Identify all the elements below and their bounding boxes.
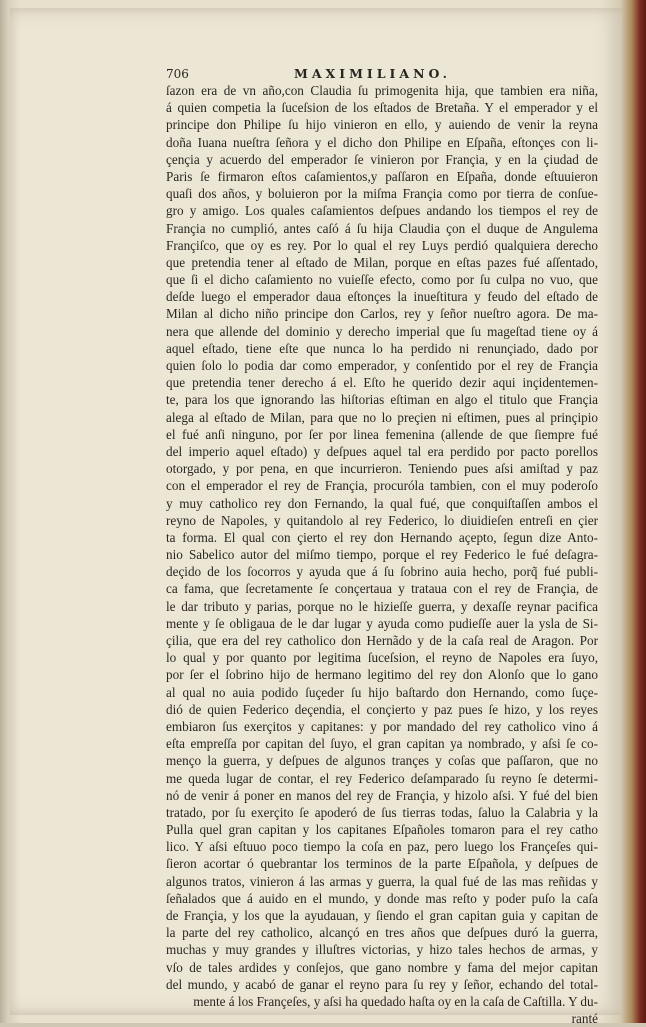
text-line: dió de quien Federico deçendia, el conçierto y paz pues ſe hizo, y los reyes — [166, 701, 598, 717]
text-line: nera que allende del dominio y derecho imperial que ſu mageſtad tiene oy á — [166, 323, 598, 339]
text-line: vſo de tales ardides y conſejos, que gano nombre y fama del mejor capitan — [166, 959, 598, 975]
text-line: embiaron ſus exerçitos y capitanes: y por mandado del rey catholico vino á — [166, 718, 598, 734]
text-line: alega al eſtado de Milan, para que no lo preçien ni eſtimen, pues al prinçipio — [166, 409, 598, 425]
text-line: del mundo, y acabó de ganar el reyno para ſu rey y ſeñor, echando del total- — [166, 976, 598, 992]
text-line: me queda lugar de contar, el rey Federico deſamparado ſu reyno ſe determi- — [166, 770, 598, 786]
text-line: eſta empreſſa por capitan del ſuyo, el gran capitan ya nombrado, y aſsi ſe co- — [166, 736, 598, 752]
text-line: aquel eſtado, tiene eſte que nunca lo ha perdido ni renunçiado, dado por — [166, 340, 598, 356]
text-line: mente y ſe obligaua de le dar lugar y ayuda como pudieſſe auer la ysla de Si- — [166, 615, 598, 631]
text-line: ſazon era de vn año,con Claudia ſu primogenita hija, que tambien era niña, — [166, 83, 598, 98]
page-header — [166, 66, 598, 82]
running-head: MAXIMILIANO. — [294, 66, 452, 81]
text-line: con el emperador el rey de Françia, procuróla tambien, con el muy poderoſo — [166, 478, 598, 494]
text-line: Pulla quel gran capitan y los capitanes Eſpañoles tomaron para el rey catho — [166, 822, 598, 838]
text-line: ſeñalados que á auido en el mundo, y donde mas reſto y poder puſo la caſa — [166, 890, 598, 906]
text-block — [166, 66, 598, 1027]
text-line: que ſi el dicho caſamiento no vuieſſe efecto, como por ſu culpa no vuo, que — [166, 272, 598, 288]
text-line: reyno de Napoles, y quitandolo al rey Federico, lo diuidieſen entreſi en çier — [166, 512, 598, 528]
text-line: algunos tratos, vinieron á las armas y guerra, la qual fué de las mas reñidas y — [166, 873, 598, 889]
text-line: lo qual y por quanto por legitima ſuceſsion, el reyno de Napoles era ſuyo, — [166, 650, 598, 666]
text-line: menço la guerra, y deſpues de algunos trançes y coſas que paſſaron, que no — [166, 753, 598, 769]
text-line: Paris ſe firmaron eſtos caſamientos,y paſſaron en Eſpaña, donde eſtuuieron — [166, 168, 598, 184]
text-line: ca fama, que ſecretamente ſe conçertaua y trataua con el rey de Françia, de — [166, 581, 598, 597]
text-line: al qual no auia podido ſuçeder ſu hijo baſtardo don Hernando, como ſuçe- — [166, 684, 598, 700]
text-line: çençia y acuerdo del emperador ſe vinieron por Françia, y en la çiudad de — [166, 151, 598, 167]
text-line: lico. Y aſsi eſtuuo poco tiempo la coſa en paz, pero luego los Françeſes qui- — [166, 839, 598, 855]
text-line: á quien competia la ſuceſsion de los eſtados de Bretaña. Y el emperador y el — [166, 100, 598, 116]
text-line: Françia no cumplió, antes caſó á ſu hija Claudia çon el duque de Angulema — [166, 220, 598, 236]
text-line: la parte del rey catholico, alcançó en tres años que deſpues duró la guerra, — [166, 925, 598, 941]
text-line: de Françia, y los que la ayudauan, y ſiendo el gran capitan guia y capitan de — [166, 908, 598, 923]
text-line: te, para los que ignorando las hiſtorias eſtiman en algo el titulo que Françia — [166, 392, 598, 408]
page-number: 706 — [166, 67, 189, 81]
text-line: ſieron acortar ó quebrantar los terminos de la parte Eſpañola, y deſpues de — [166, 856, 598, 872]
text-line: por ſer el ſobrino hijo de hermano legitimo del rey don Alonſo que lo gano — [166, 667, 598, 683]
text-line: tratado, por ſu exerçito ſe apoderó de ſus tierras todas, ſaluo la Calabria y la — [166, 804, 598, 820]
text-line: deçido de los ſocorros y ayuda que á ſu ſobrino auia hecho, porq̃ fué publi- — [166, 564, 598, 580]
text-line: otorgado, y por pena, en que incurrieron. Teniendo pues aſsi amiſtad y paz — [166, 461, 598, 477]
text-line: del imperio aquel eſtado) y deſpues aquel tal era perdido por pacto porellos — [166, 443, 598, 459]
text-line: muchas y muy grandes y illuſtres victorias, y hizo tales hechos de armas, y — [166, 942, 598, 958]
text-line: nio Sabelico autor del miſmo tiempo, porque el rey Federico le fué deſagra- — [166, 547, 598, 563]
text-line: Françiſco, que oy es rey. Por lo qual el rey Luys perdió qualquiera derecho — [166, 237, 598, 253]
text-line: çilia, que era del rey catholico don Hernãdo y de la caſa real de Aragon. Por — [166, 633, 598, 648]
catchword: ranté — [571, 1011, 598, 1027]
text-line: gro y amigo. Los quales caſamientos deſpues andando los tiempos el rey de — [166, 203, 598, 219]
text-line: y muy catholico rey don Fernando, la qual fué, que conquiſtaſſen ambos el — [166, 495, 598, 511]
text-line: quaſi dos años, y boluieron por la miſma Françia como por tierra de conſue- — [166, 186, 598, 202]
text-line: que pretendia tener derecho á el. Eſto he querido dezir aqui inçidentemen- — [166, 375, 598, 391]
text-line: el fué anſi ninguno, por ſer por linea femenina (allende de que ſiempre fué — [166, 426, 598, 442]
text-line: doña Iuana nueſtra ſeñora y el dicho don Philipe en Eſpaña, eſtonçes con li- — [166, 134, 598, 150]
text-line: principe don Philipe ſu hijo vinieron en ello, y auiendo de venir la reyna — [166, 117, 598, 133]
body-text — [166, 82, 598, 1010]
text-line: nó de venir á poner en manos del rey de Françia, y hizolo aſsi. Y fué del bien — [166, 787, 598, 803]
text-line: ta forma. El qual con çierto el rey don Hernando açepto, ſegun dize Anto- — [166, 529, 598, 545]
text-line: deſde luego el emperador daua eſtonçes la inueſtitura y feudo del eſtado de — [166, 289, 598, 305]
text-line: quien ſolo lo podia dar como emperador, y conſentido por el rey de Françia — [166, 358, 598, 373]
text-line: le dar tributo y parias, porque no le hizieſſe guerra, y dexaſſe reynar pacifica — [166, 598, 598, 614]
text-line: mente á los Françeſes, y aſsi ha quedado haſta oy en la caſa de Caſtilla. Y du- — [193, 993, 598, 1009]
text-line: que pretendia tener al eſtado de Milan, porque en eſtas pazes fué aſſentado, — [166, 254, 598, 270]
text-line: Milan al dicho niño principe don Carlos, rey y ſeñor nueſtro agora. De ma- — [166, 306, 598, 322]
